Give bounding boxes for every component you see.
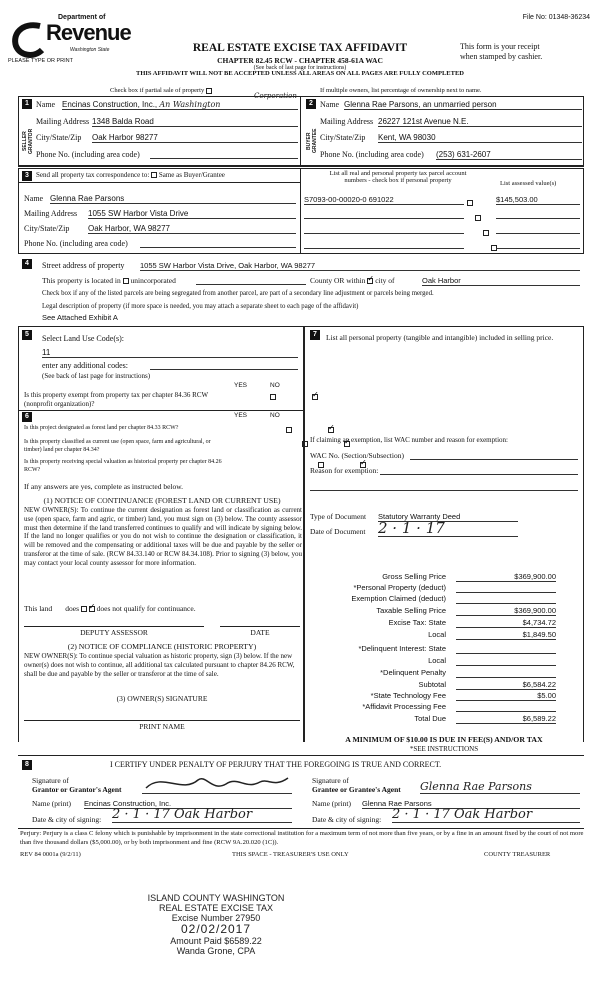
form-subtitle: CHAPTER 82.45 RCW - CHAPTER 458-61A WAC [217, 56, 383, 65]
section-6-number: 6 [22, 412, 32, 422]
same-as-buyer-checkbox[interactable] [151, 172, 157, 178]
receipt-line-2: when stamped by cashier. [460, 52, 543, 61]
total-due-label: Total Due [414, 714, 446, 723]
stamp-tax: REAL ESTATE EXCISE TAX [158, 903, 274, 913]
notice-1-title: (1) NOTICE OF CONTINUANCE (FOREST LAND OR CURRENT USE) [43, 496, 281, 505]
parcel-number-2[interactable] [304, 210, 464, 219]
rev-number: REV 84 0001a (9/2/11) [20, 851, 81, 858]
assessed-value-1[interactable]: $145,503.00 [496, 195, 580, 205]
does-not-label: does not [96, 604, 122, 613]
treasurer-stamp [136, 893, 296, 956]
excise-tax-state-value[interactable]: $4,734.72 [456, 618, 556, 628]
wac-number-label: WAC No. (Section/Subsection) [310, 451, 404, 460]
doc-date-field[interactable]: 2 · 1 · 17 [378, 520, 518, 537]
grantor-signature-label [32, 776, 122, 794]
delinquent-penalty-label: *Delinquent Penalty [380, 668, 446, 677]
current-use-question: Is this property classified as current use (open space, farm and agricultural, or timber) land per chapter 84.34? [24, 439, 211, 453]
buyer-city-label: City/State/Zip [320, 133, 366, 142]
sec6-no-header: NO [270, 412, 280, 419]
land-use-code[interactable]: 11 [42, 348, 298, 358]
seller-phone-label: Phone No. (including area code) [36, 150, 140, 159]
buyer-phone-field[interactable]: (253) 631-2607 [436, 150, 582, 160]
exemption-claimed-label: Exemption Claimed (deduct) [351, 594, 446, 603]
revenue-logo-icon [10, 20, 50, 60]
excise-tax-state-label: Excise Tax: State [388, 618, 446, 627]
seller-phone-field[interactable] [150, 150, 298, 159]
logo-word: Revenue [46, 20, 131, 45]
state-technology-fee-value[interactable]: $5.00 [456, 691, 556, 701]
perjury-notice: Perjury: Perjury is a class C felony which is punishable by imprisonment in the state correctional institution for a maximum term of not more than five years, or by a fine in an amount fixed by the court of not more than five thousand dollars ($5,000.00), or by both imprisonment and fine (RCW 9A.20.020 (1C)). [20, 830, 584, 846]
grantor-sig-label-2: Grantor or Grantor's Agent [32, 785, 122, 794]
grantee-date-label: Date & city of signing: [312, 815, 382, 824]
grantor-name-label: Name (print) [32, 799, 71, 808]
please-type: PLEASE TYPE OR PRINT [8, 58, 74, 64]
sec6-yes-header: YES [234, 412, 248, 419]
print-name-label: PRINT NAME [139, 722, 185, 731]
unincorporated-label: unincorporated [130, 276, 176, 285]
see-instructions: *SEE INSTRUCTIONS [409, 745, 479, 753]
wac-number-field[interactable] [410, 451, 578, 460]
partial-sale-label [110, 87, 212, 94]
affidavit-processing-fee-label: *Affidavit Processing Fee [362, 702, 446, 711]
personal-property-deduct-value[interactable] [456, 583, 556, 593]
sec3-addr-field[interactable]: 1055 SW Harbor Vista Drive [88, 209, 296, 219]
buyer-name-label: Name [320, 100, 340, 109]
buyer-name-field[interactable]: Glenna Rae Parsons, an unmarried person [344, 100, 582, 110]
subtotal-value[interactable]: $6,584.22 [456, 680, 556, 690]
parcel-number-3[interactable] [304, 225, 464, 234]
located-label: This property is located in [42, 276, 121, 285]
sec3-phone-label: Phone No. (including area code) [24, 239, 128, 248]
section-5-number: 5 [22, 330, 32, 340]
sec5-yes-header: YES [234, 382, 248, 389]
sec3-city-field[interactable]: Oak Harbor, WA 98277 [88, 224, 296, 234]
sec3-name-label: Name [24, 194, 44, 203]
delinquent-interest-state-label: *Delinquent Interest: State [358, 644, 446, 653]
excise-tax-local-value[interactable]: $1,849.50 [456, 630, 556, 640]
continuance-row [24, 604, 196, 613]
wac-question: If claiming an exemption, list WAC number and reason for exemption: [310, 436, 508, 444]
qualify-label: qualify for continuance. [123, 604, 196, 613]
assessor-date: DATE [250, 628, 270, 637]
partial-sale-checkbox[interactable] [206, 88, 212, 94]
sec3-header: Send all property tax correspondence to: [36, 171, 150, 179]
section-1-number: 1 [22, 99, 32, 109]
subtotal-label: Subtotal [418, 680, 446, 689]
exemption-reason-field-2[interactable] [310, 482, 578, 491]
grantee-signature-label [312, 776, 401, 794]
segregated-text: Check box if any of the listed parcels are being segregated from another parcel, are part of a secondary line adjustment or parcels being merged. [42, 290, 434, 297]
owner-signature-label: (3) OWNER(S) SIGNATURE [116, 694, 208, 703]
sec3-name-field[interactable]: Glenna Rae Parsons [50, 194, 296, 204]
city-of-label: city of [375, 276, 395, 285]
exempt-question: Is this property exempt from property tax per chapter 84.36 RCW (nonprofit organization)? [24, 391, 208, 408]
logo-dept: Department of [58, 14, 106, 21]
personal-property-checkbox-3[interactable] [483, 230, 489, 236]
delinquent-interest-local-value[interactable] [456, 656, 556, 666]
forest-yes-checkbox[interactable] [286, 427, 292, 433]
dor-logo [10, 14, 131, 64]
grantee-signature-field[interactable]: Glenna Rae Parsons [420, 780, 580, 794]
file-number: File No: 01348-36234 [522, 14, 590, 21]
additional-codes-field[interactable] [150, 361, 298, 370]
receipt-line-1: This form is your receipt [460, 42, 540, 51]
assessed-value-header: List assessed value(s) [500, 180, 557, 187]
grantor-name-field[interactable]: Encinas Construction, Inc. [84, 799, 292, 809]
county-field[interactable] [196, 276, 306, 285]
exemption-claimed-value[interactable] [456, 594, 556, 604]
sec3-city-label: City/State/Zip [24, 224, 70, 233]
legal-label: Legal description of property (if more space is needed, you may attach a separate sheet to each page of the affidavit) [42, 303, 359, 310]
grantor-date-label: Date & city of signing: [32, 815, 102, 824]
seller-name-field[interactable] [62, 100, 298, 110]
assessed-value-2[interactable] [496, 210, 580, 219]
grantee-sig-label-2: Grantee or Grantee's Agent [312, 785, 401, 794]
county-within-label: County OR within [310, 276, 366, 285]
personal-property-checkbox-2[interactable] [475, 215, 481, 221]
section-2-number: 2 [306, 99, 316, 109]
treasurer-space: THIS SPACE - TREASURER'S USE ONLY [232, 851, 349, 858]
within-city-checkbox[interactable] [367, 278, 373, 284]
stamp-county: ISLAND COUNTY WASHINGTON [147, 893, 285, 903]
buyer-addr-label: Mailing Address [320, 117, 374, 126]
seller-city-label: City/State/Zip [36, 133, 82, 142]
finance-row-12 [308, 714, 556, 734]
assessed-value-4[interactable] [496, 240, 580, 249]
section-7-number: 7 [310, 330, 320, 340]
section-8-number: 8 [22, 760, 32, 770]
excise-tax-local-label: Local [428, 630, 446, 639]
assessed-value-3[interactable] [496, 225, 580, 234]
gross-selling-price-value[interactable]: $369,900.00 [456, 572, 556, 582]
historic-question: Is this property receiving special valuation as historical property per chapter 84.26 RCW? [24, 459, 222, 473]
delinquent-interest-state-value[interactable] [456, 644, 556, 654]
grantor-signature-scribble [142, 770, 292, 796]
same-as-buyer-label: Same as Buyer/Grantee [158, 171, 225, 179]
notice-1-body: NEW OWNER(S): To continue the current designation as forest land or classification as current use (open space, farm and agric, or timber) land, you must sign on (3) below. The county assessor must then determine if the land transferred continues to qualify and will indicate by signing below. If the land no longer qualifies or you do not wish to continue the designation or classification, it will be removed and the compensating or additional taxes will be due and payable by the seller or transferor at the time of sale. (RCW 84.33.140 or RCW 84.34.108). Prior to signing (3) below, you may contact your local county assessor for more information. [24, 506, 302, 567]
personal-property-label: List all personal property (tangible and intangible) included in selling price. [326, 333, 554, 342]
street-label: Street address of property [42, 261, 125, 270]
additional-codes-label: enter any additional codes: [42, 361, 128, 370]
sec3-addr-label: Mailing Address [24, 209, 78, 218]
certify-statement: I CERTIFY UNDER PENALTY OF PERJURY THAT THE FOREGOING IS TRUE AND CORRECT. [110, 760, 442, 769]
forest-question: Is this project designated as forest land per chapter 84.33 RCW? [24, 425, 179, 431]
exemption-reason-field[interactable] [380, 466, 578, 475]
warning: THIS AFFIDAVIT WILL NOT BE ACCEPTED UNLESS ALL AREAS ON ALL PAGES ARE FULLY COMPLETED [136, 70, 464, 77]
this-land-label: This land [24, 604, 53, 613]
see-back-header: (See back of last page for instructions) [253, 65, 347, 71]
doc-date-label: Date of Document [310, 527, 366, 536]
does-checkbox[interactable] [81, 606, 87, 612]
delinquent-interest-local-label: Local [428, 656, 446, 665]
unincorporated-checkbox[interactable] [123, 278, 129, 284]
section-3-number: 3 [22, 171, 32, 181]
stamp-amount-paid: Amount Paid $6589.22 [170, 936, 262, 946]
delinquent-penalty-value[interactable] [456, 668, 556, 678]
state-technology-fee-label: *State Technology Fee [370, 691, 446, 700]
land-use-label: Select Land Use Code(s): [42, 334, 124, 343]
parcel-number-1[interactable]: S7093-00-00020-0 691022 [304, 195, 464, 205]
seller-city-field[interactable]: Oak Harbor 98277 [92, 133, 298, 143]
seller-name-handwritten: An Washington [159, 100, 221, 109]
affidavit-processing-fee-value[interactable] [456, 702, 556, 712]
parcel-number-4[interactable] [304, 240, 464, 249]
doc-type-field[interactable]: Statutory Warranty Deed [378, 512, 518, 522]
parcel-header-1: List all real and personal property tax parcel account [329, 170, 467, 177]
taxable-selling-price-label: Taxable Selling Price [376, 606, 446, 615]
city-field[interactable]: Oak Harbor [422, 276, 580, 286]
within-row [310, 276, 395, 285]
legal-attached: See Attached Exhibit A [42, 313, 118, 322]
grantor-sig-label-1: Signature of [32, 776, 69, 785]
exemption-reason-label: Reason for exemption: [310, 466, 379, 475]
street-field[interactable]: 1055 SW Harbor Vista Drive, Oak Harbor, WA 98277 [140, 261, 580, 271]
grantee-sig-label-1: Signature of [312, 776, 349, 785]
taxable-selling-price-value[interactable]: $369,900.00 [456, 606, 556, 616]
seller-corporation-handwritten: Corporation [254, 92, 297, 100]
multiple-owners: If multiple owners, list percentage of ownership next to name. [320, 87, 482, 94]
grantee-date-field[interactable]: 2 · 1 · 17 Oak Harbor [392, 808, 580, 823]
sec5-see-back: (See back of last page for instructions) [42, 372, 151, 380]
parcel-header [302, 170, 494, 184]
does-label: does [65, 604, 79, 613]
seller-addr-field[interactable]: 1348 Balda Road [92, 117, 298, 127]
gross-selling-price-label: Gross Selling Price [382, 572, 446, 581]
personal-property-deduct-label: *Personal Property (deduct) [353, 583, 446, 592]
grantee-name-field[interactable]: Glenna Rae Parsons [362, 799, 580, 809]
deputy-assessor: DEPUTY ASSESSOR [80, 628, 148, 637]
parcel-header-2: numbers - check box if personal property [344, 177, 452, 184]
seller-side-label: SELLER GRANTOR [22, 128, 34, 154]
buyer-phone-label: Phone No. (including area code) [320, 150, 424, 159]
stamp-treasurer: Wanda Grone, CPA [176, 946, 256, 956]
notice-2-title: (2) NOTICE OF COMPLIANCE (HISTORIC PROPERTY) [67, 642, 257, 651]
partial-sale-text: Check box if partial sale of property [110, 87, 205, 94]
grantor-signature-field[interactable] [142, 780, 292, 794]
doc-type-label: Type of Document [310, 512, 367, 521]
total-due-value[interactable]: $6,589.22 [456, 714, 556, 724]
buyer-side-label: BUYER GRANTEE [306, 128, 318, 154]
seller-name-label: Name [36, 100, 56, 109]
logo-state: Washington State [70, 47, 110, 53]
buyer-city-field[interactable]: Kent, WA 98030 [378, 133, 582, 143]
stamp-excise-number: Excise Number 27950 [171, 913, 261, 923]
exempt-yes-checkbox[interactable] [270, 394, 276, 400]
seller-name: Encinas Construction, Inc., [62, 100, 158, 109]
notice-2-body: NEW OWNER(S): To continue special valuation as historic property, sign (3) below. If the new owner(s) does not wish to continue, all additional tax calculated pursuant to chapter 84.26 RCW, shall be due and payable by the seller or transferor at the time of sale. [24, 652, 295, 678]
sec3-header-row [36, 171, 225, 179]
buyer-addr-field[interactable]: 26227 121st Avenue N.E. [378, 117, 582, 127]
located-row [42, 276, 176, 285]
stamp-date: 02/02/2017 [180, 922, 252, 936]
seller-addr-label: Mailing Address [36, 117, 90, 126]
form-title: REAL ESTATE EXCISE TAX AFFIDAVIT [192, 42, 408, 54]
minimum-due: A MINIMUM OF $10.00 IS DUE IN FEE(S) AND/OR TAX [345, 735, 543, 744]
any-yes-text: If any answers are yes, complete as instructed below. [24, 482, 184, 491]
does-not-checkbox[interactable] [89, 606, 95, 612]
section-4-number: 4 [22, 259, 32, 269]
personal-property-checkbox-1[interactable] [467, 200, 473, 206]
seller-name-row [36, 100, 55, 109]
sec5-no-header: NO [270, 382, 280, 389]
sec3-phone-field[interactable] [140, 239, 296, 248]
grantee-name-label: Name (print) [312, 799, 351, 808]
county-treasurer: COUNTY TREASURER [484, 851, 551, 858]
grantor-date-field[interactable]: 2 · 1 · 17 Oak Harbor [112, 808, 292, 823]
